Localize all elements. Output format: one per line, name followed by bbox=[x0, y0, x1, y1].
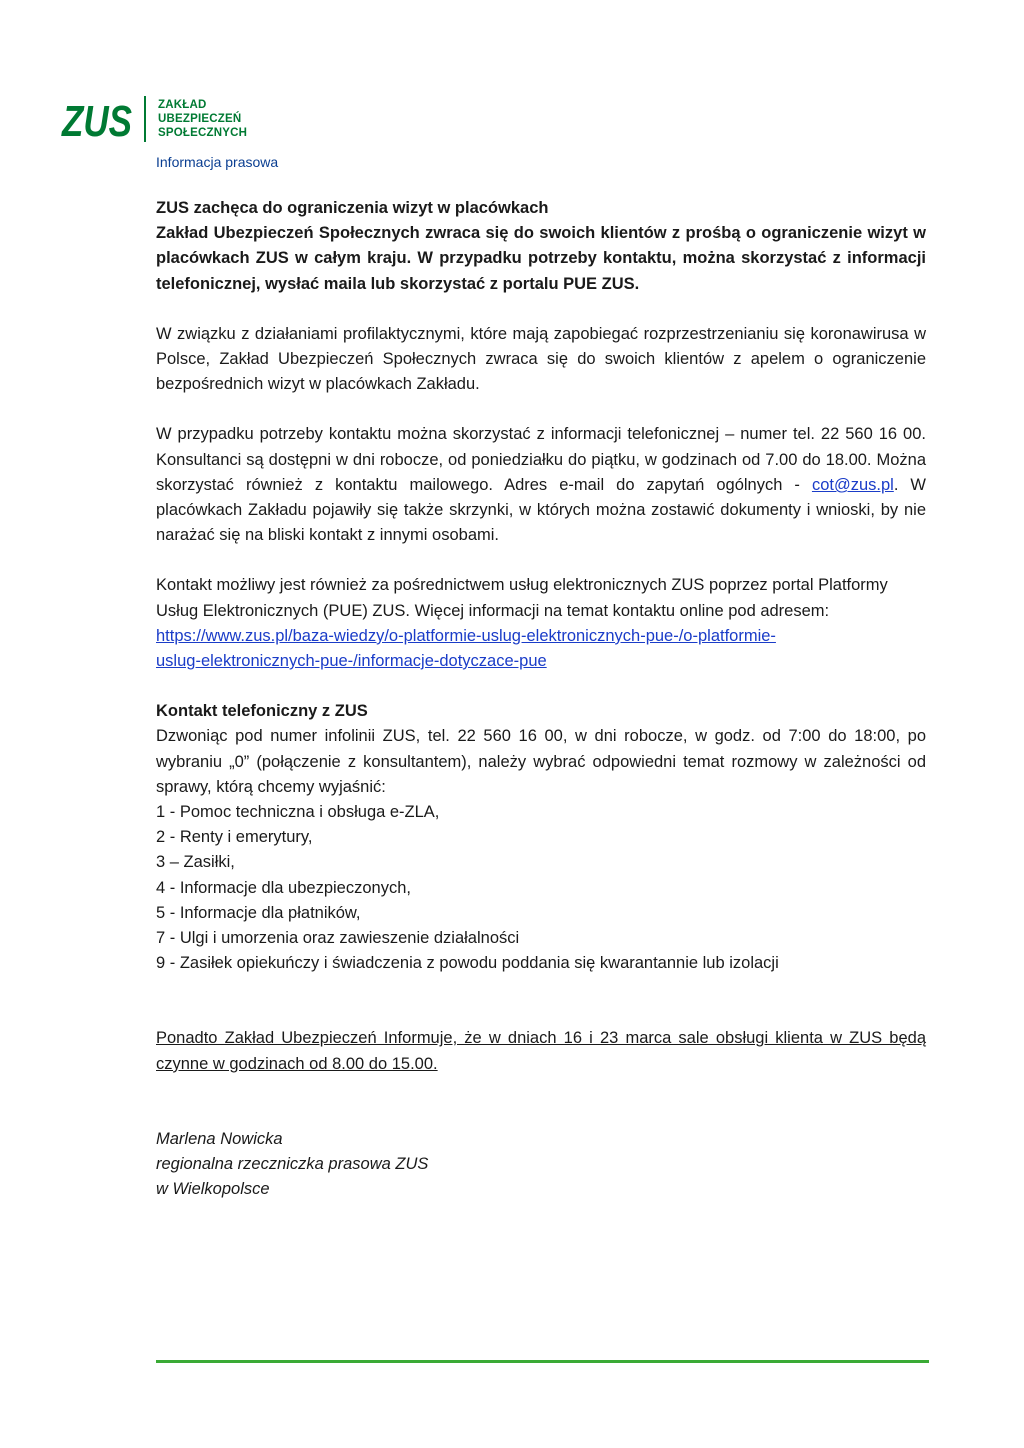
article-body bbox=[156, 196, 926, 1203]
phone-section-intro: Dzwoniąc pod numer infolinii ZUS, tel. 22 560 16 00, w dni robocze, w godz. od 7:00 do 18:00, po wybraniu „0” (połączenie z konsultantem), należy wybrać odpowiedni temat rozmowy w zależności od sprawy, którą chcemy wyjaśnić: bbox=[156, 727, 926, 796]
list-item: 2 - Renty i emerytury, bbox=[156, 828, 313, 847]
signature bbox=[156, 1127, 926, 1203]
contact-text-before: W przypadku potrzeby kontaktu można skorzystać z informacji telefonicznej – numer tel. 22 560 16 00. Konsultanci są dostępni w dni robocze, od poniedziałku do piątku, w godzinach od 7.00 do 18.00. Można skorzystać również z kontaktu mailowego. Adres e-mail do zapytań ogólnych - bbox=[156, 425, 926, 494]
logo-divider bbox=[144, 96, 146, 142]
pue-link-line-2: uslug-elektronicznych-pue-/informacje-dotyczace-pue bbox=[156, 652, 547, 671]
zus-logo bbox=[60, 97, 134, 146]
logo-wordmark bbox=[158, 98, 358, 140]
phone-section-title: Kontakt telefoniczny z ZUS bbox=[156, 702, 368, 721]
pue-link-line-1: https://www.zus.pl/baza-wiedzy/o-platformie-uslug-elektronicznych-pue-/o-platformie- bbox=[156, 626, 776, 645]
footer-divider bbox=[156, 1360, 929, 1363]
list-item: 5 - Informacje dla płatników, bbox=[156, 903, 361, 922]
contact-text-after: . W placówkach Zakładu pojawiły się także skrzynki, w których można zostawić dokumenty i wnioski, by nie narażać się na bliski kontakt z innymi osobami. bbox=[156, 475, 926, 545]
lead-paragraph: Zakład Ubezpieczeń Społecznych zwraca się do swoich klientów z prośbą o ograniczenie wizyt w placówkach ZUS w całym kraju. W przypadku potrzeby kontaktu, można skorzystać z informacji telefonicznej, wysłać maila lub skorzystać z portalu PUE ZUS. bbox=[156, 224, 926, 293]
article-title: ZUS zachęca do ograniczenia wizyt w placówkach bbox=[156, 199, 549, 217]
logo-line-2: UBEZPIECZEŃ bbox=[158, 113, 242, 125]
email-link[interactable]: cot@zus.pl bbox=[811, 475, 894, 494]
paragraph-online bbox=[156, 573, 926, 674]
signature-region: w Wielkopolsce bbox=[156, 1180, 270, 1199]
phone-options-list bbox=[156, 800, 926, 976]
list-item: 3 – Zasiłki, bbox=[156, 853, 235, 872]
list-item: 4 - Informacje dla ubezpieczonych, bbox=[156, 878, 411, 897]
logo-line-3: SPOŁECZNYCH bbox=[158, 127, 248, 139]
signature-role: regionalna rzeczniczka prasowa ZUS bbox=[156, 1155, 429, 1174]
logo-mark-text: ZUS bbox=[60, 97, 133, 146]
list-item: 9 - Zasiłek opiekuńczy i świadczenia z powodu poddania się kwarantannie lub izolacji bbox=[156, 954, 779, 973]
logo-line-1: ZAKŁAD bbox=[158, 99, 207, 111]
paragraph-prevention: W związku z działaniami profilaktycznymi, które mają zapobiegać rozprzestrzenianiu się koronawirusa w Polsce, Zakład Ubezpieczeń Społecznych zwraca się do swoich klientów z apelem o ograniczenie bezpośrednich wizyt w placówkach Zakładu. bbox=[156, 324, 926, 394]
paragraph-contact bbox=[156, 422, 926, 548]
list-item: 7 - Ulgi i umorzenia oraz zawieszenie działalności bbox=[156, 929, 520, 948]
pue-link[interactable] bbox=[156, 624, 926, 674]
online-text: Kontakt możliwy jest również za pośrednictwem usług elektronicznych ZUS poprzez portal Platformy Usług Elektronicznych (PUE) ZUS. Więcej informacji na temat kontaktu online pod adresem: bbox=[156, 576, 888, 620]
list-item: 1 - Pomoc techniczna i obsługa e-ZLA, bbox=[156, 803, 440, 822]
opening-hours-notice: Ponadto Zakład Ubezpieczeń Informuje, że w dniach 16 i 23 marca sale obsługi klienta w ZUS będą czynne w godzinach od 8.00 do 15.00. bbox=[156, 1029, 926, 1073]
press-release-label: Informacja prasowa bbox=[156, 154, 279, 170]
signature-name: Marlena Nowicka bbox=[156, 1129, 283, 1148]
